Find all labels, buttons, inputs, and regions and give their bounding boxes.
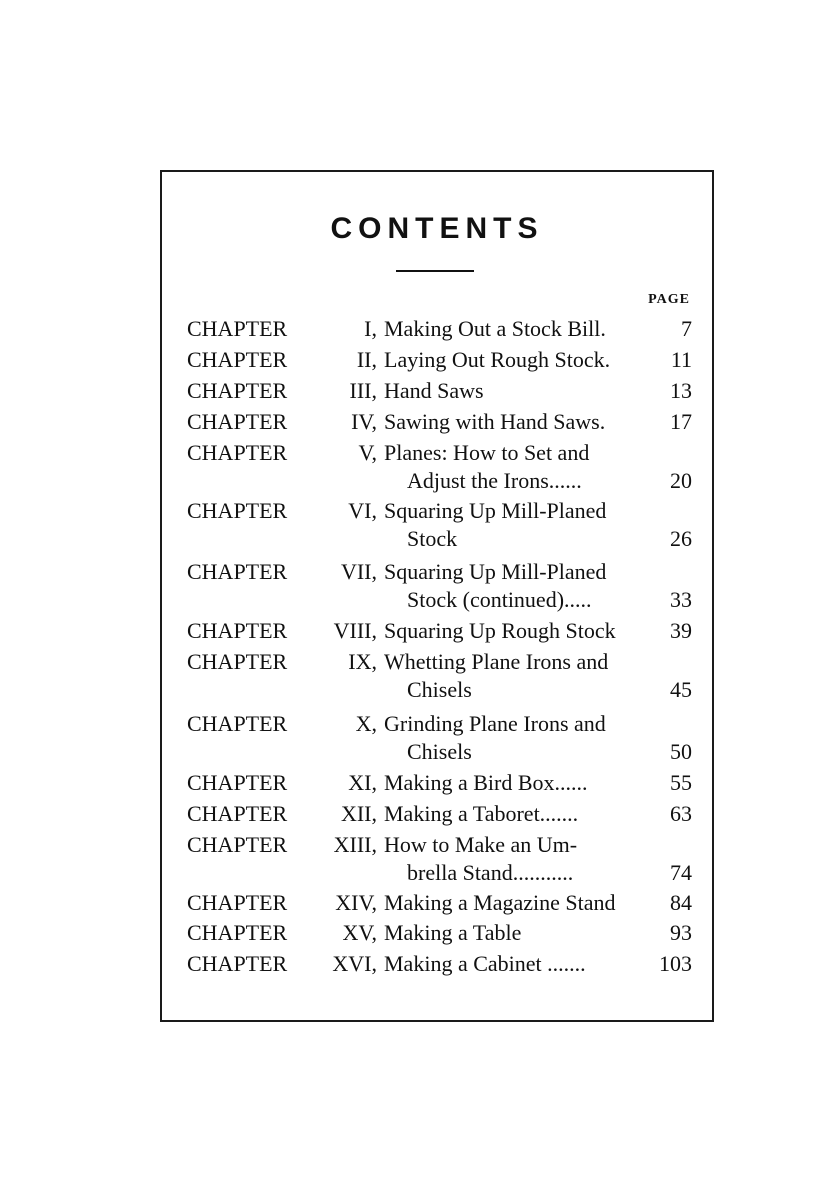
- page-number: 55: [670, 770, 692, 795]
- page-number: 7: [681, 316, 692, 341]
- toc-entry: [162, 951, 712, 979]
- toc-continuation-line: [162, 526, 712, 554]
- chapter-label: CHAPTER: [187, 770, 288, 795]
- toc-entry: [162, 832, 712, 888]
- toc-line: [162, 498, 712, 526]
- chapter-title: Squaring Up Mill-Planed: [384, 559, 607, 584]
- chapter-title: Squaring Up Mill-Planed: [384, 498, 607, 523]
- chapter-label: CHAPTER: [187, 618, 288, 643]
- toc-line: [162, 890, 712, 918]
- toc-continuation-line: [162, 677, 712, 705]
- chapter-number: VI,: [348, 498, 377, 523]
- toc-entry: [162, 498, 712, 554]
- page-number: 26: [670, 526, 692, 551]
- toc-entry: [162, 347, 712, 375]
- toc-line: [162, 770, 712, 798]
- page-number: 45: [670, 677, 692, 702]
- toc-entry: [162, 649, 712, 705]
- page-number: 50: [670, 739, 692, 764]
- chapter-number: VII,: [340, 559, 377, 584]
- chapter-number: III,: [349, 378, 377, 403]
- toc-continuation-line: [162, 860, 712, 888]
- page-title: CONTENTS: [330, 212, 544, 245]
- chapter-label: CHAPTER: [187, 378, 288, 403]
- chapter-number: V,: [358, 440, 377, 465]
- chapter-title: Making a Table: [384, 920, 522, 945]
- page-number: 13: [670, 378, 692, 403]
- chapter-title-continuation: Chisels: [407, 739, 472, 764]
- chapter-title: Whetting Plane Irons and: [384, 649, 609, 674]
- chapter-label: CHAPTER: [187, 920, 288, 945]
- page-number: 84: [670, 890, 692, 915]
- toc-entry: [162, 409, 712, 437]
- chapter-title-continuation: Adjust the Irons......: [407, 468, 582, 493]
- chapter-label: CHAPTER: [187, 649, 288, 674]
- chapter-label: CHAPTER: [187, 440, 288, 465]
- toc-line: [162, 440, 712, 468]
- toc-line: [162, 378, 712, 406]
- toc-continuation-line: [162, 739, 712, 767]
- chapter-label: CHAPTER: [187, 316, 288, 341]
- chapter-label: CHAPTER: [187, 832, 288, 857]
- chapter-number: XIV,: [335, 890, 377, 915]
- chapter-title: Squaring Up Rough Stock: [384, 618, 616, 643]
- toc-entry: [162, 920, 712, 948]
- table-of-contents: [162, 172, 712, 1020]
- chapter-number: VIII,: [333, 618, 377, 643]
- toc-entry: [162, 316, 712, 344]
- chapter-title: Sawing with Hand Saws.: [384, 409, 606, 434]
- chapter-label: CHAPTER: [187, 801, 288, 826]
- chapter-title: Planes: How to Set and: [384, 440, 590, 465]
- toc-line: [162, 347, 712, 375]
- toc-line: [162, 920, 712, 948]
- toc-continuation-line: [162, 587, 712, 615]
- chapter-label: CHAPTER: [187, 559, 288, 584]
- toc-entry: [162, 770, 712, 798]
- chapter-title: Laying Out Rough Stock.: [384, 347, 611, 372]
- page-column-label: PAGE: [648, 292, 690, 307]
- toc-line: [162, 316, 712, 344]
- chapter-number: XII,: [340, 801, 377, 826]
- chapter-title: Hand Saws: [384, 378, 484, 403]
- page-number: 63: [670, 801, 692, 826]
- chapter-number: XI,: [348, 770, 377, 795]
- toc-entry: [162, 559, 712, 615]
- toc-entry: [162, 378, 712, 406]
- contents-frame: [160, 170, 714, 1022]
- toc-entry: [162, 618, 712, 646]
- toc-line: [162, 409, 712, 437]
- toc-line: [162, 618, 712, 646]
- toc-line: [162, 832, 712, 860]
- page-number: 93: [670, 920, 692, 945]
- chapter-title: Making Out a Stock Bill.: [384, 316, 606, 341]
- chapter-title-continuation: Stock: [407, 526, 458, 551]
- chapter-label: CHAPTER: [187, 890, 288, 915]
- chapter-label: CHAPTER: [187, 409, 288, 434]
- page-number: 11: [670, 347, 692, 372]
- chapter-number: IX,: [348, 649, 377, 674]
- chapter-title: Making a Cabinet .......: [384, 951, 586, 976]
- toc-line: [162, 801, 712, 829]
- page-number: 74: [670, 860, 692, 885]
- toc-entry: [162, 890, 712, 918]
- page-number: 33: [670, 587, 692, 612]
- chapter-number: XV,: [342, 920, 377, 945]
- chapter-label: CHAPTER: [187, 951, 288, 976]
- toc-entry: [162, 801, 712, 829]
- toc-entry: [162, 711, 712, 767]
- toc-entry: [162, 440, 712, 496]
- chapter-title-continuation: brella Stand...........: [407, 860, 574, 885]
- page-number: 39: [670, 618, 692, 643]
- toc-line: [162, 559, 712, 587]
- chapter-label: CHAPTER: [187, 498, 288, 523]
- chapter-number: I,: [364, 316, 377, 341]
- toc-continuation-line: [162, 468, 712, 496]
- chapter-title: Grinding Plane Irons and: [384, 711, 606, 736]
- chapter-title: How to Make an Um-: [384, 832, 578, 857]
- toc-line: [162, 711, 712, 739]
- chapter-number: IV,: [351, 409, 377, 434]
- chapter-label: CHAPTER: [187, 347, 288, 372]
- page-number: 103: [659, 951, 692, 976]
- page-number: 17: [670, 409, 692, 434]
- chapter-number: XVI,: [332, 951, 377, 976]
- chapter-number: X,: [355, 711, 377, 736]
- chapter-number: XIII,: [333, 832, 377, 857]
- chapter-title: Making a Bird Box......: [384, 770, 588, 795]
- chapter-title-continuation: Chisels: [407, 677, 472, 702]
- toc-line: [162, 649, 712, 677]
- chapter-title: Making a Taboret.......: [384, 801, 579, 826]
- chapter-label: CHAPTER: [187, 711, 288, 736]
- chapter-title: Making a Magazine Stand: [384, 890, 616, 915]
- chapter-number: II,: [356, 347, 377, 372]
- chapter-title-continuation: Stock (continued).....: [407, 587, 592, 612]
- page-number: 20: [670, 468, 692, 493]
- toc-line: [162, 951, 712, 979]
